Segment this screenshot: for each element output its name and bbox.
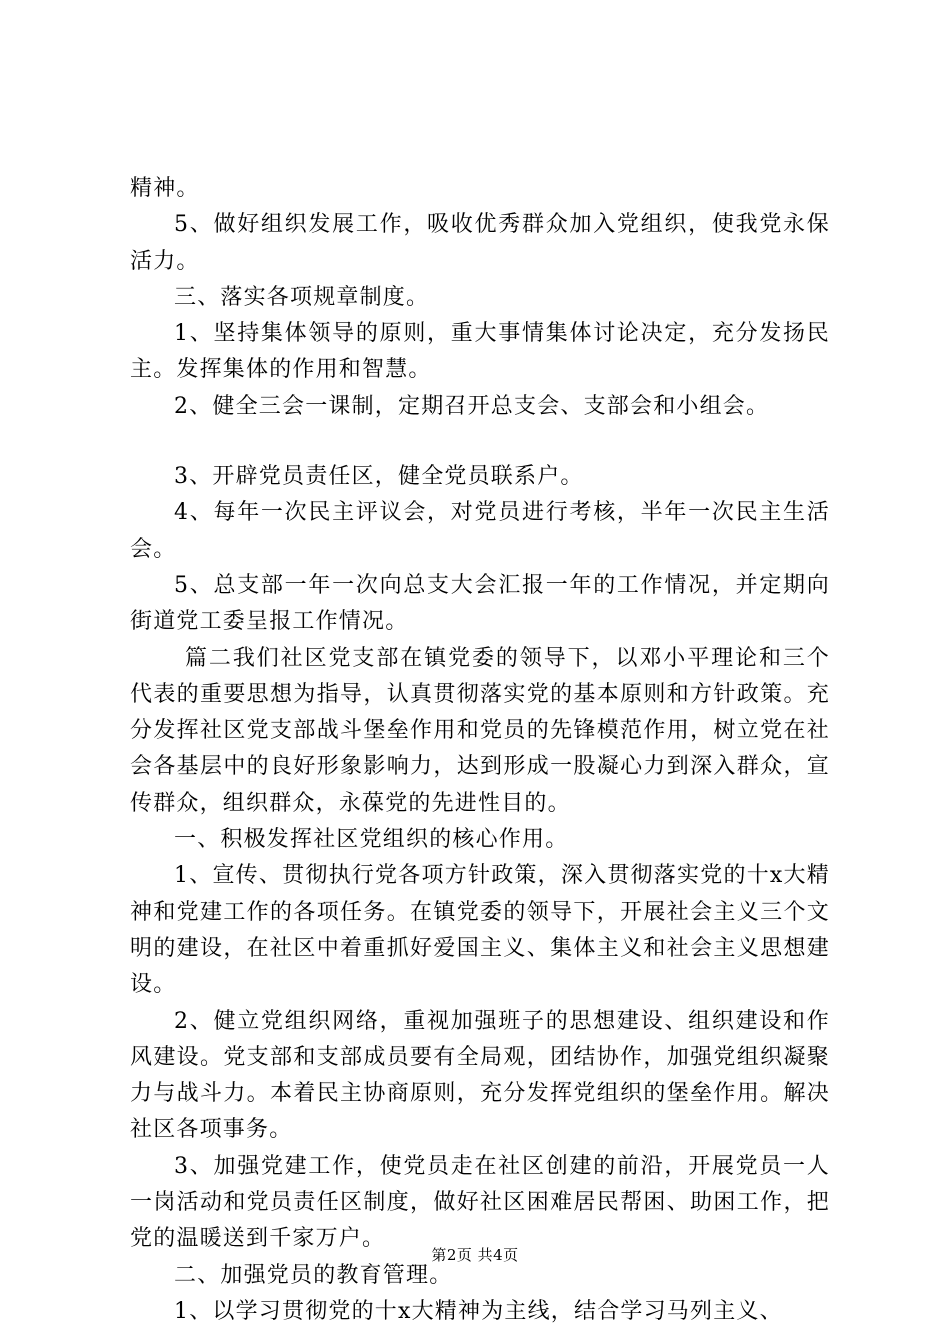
paragraph: 精神。: [130, 176, 200, 201]
section-heading: 三、落实各项规章制度。: [174, 284, 430, 310]
section-heading: 二、加强党员的教育管理。: [174, 1262, 453, 1288]
section-heading: 一、积极发挥社区党组织的核心作用。: [174, 827, 569, 853]
paragraph: 4、每年一次民主评议会，对党员进行考核，半年一次民主生活会。: [130, 500, 830, 562]
paragraph: 5、总支部一年一次向总支大会汇报一年的工作情况，并定期向街道党工委呈报工作情况。: [130, 572, 830, 635]
paragraph: 篇二我们社区党支部在镇党委的领导下，以邓小平理论和三个代表的重要思想为指导，认真贯彻落实党的基本原则和方针政策。充分发挥社区党支部战斗堡垒作用和党员的先锋模范作用，树立党在社会各基层中的良好形象影响力，达到形成一股凝心力到深入群众，宣传群众，组织群众，永葆党的先进性目的。: [130, 645, 830, 816]
paragraph: 3、开辟党员责任区，健全党员联系户。: [174, 464, 584, 490]
page-number-footer: 第2页 共4页: [431, 1246, 519, 1264]
paragraph: 1、坚持集体领导的原则，重大事情集体讨论决定，充分发扬民主。发挥集体的作用和智慧。: [130, 321, 830, 383]
paragraph: 2、健全三会一课制，定期召开总支会、支部会和小组会。: [174, 393, 770, 419]
paragraph: 5、做好组织发展工作，吸收优秀群众加入党组织，使我党永保活力。: [130, 212, 830, 274]
paragraph: 1、宣传、贯彻执行党各项方针政策，深入贯彻落实党的十x大精神和党建工作的各项任务。在镇党委的领导下，开展社会主义三个文明的建设，在社区中着重抓好爱国主义、集体主义和社会主义思想建设。: [130, 863, 830, 998]
paragraph: 2、健立党组织网络，重视加强班子的思想建设、组织建设和作风建设。党支部和支部成员要有全局观，团结协作，加强党组织凝聚力与战斗力。本着民主协商原则，充分发挥党组织的堡垒作用。解决社区各项事务。: [130, 1008, 830, 1143]
paragraph: 3、加强党建工作，使党员走在社区创建的前沿，开展党员一人一岗活动和党员责任区制度，做好社区困难居民帮困、助困工作，把党的温暖送到千家万户。: [130, 1153, 830, 1252]
paragraph: 1、以学习贯彻党的十x大精神为主线，结合学习马列主义、: [174, 1298, 783, 1324]
document-body: [130, 171, 830, 1330]
